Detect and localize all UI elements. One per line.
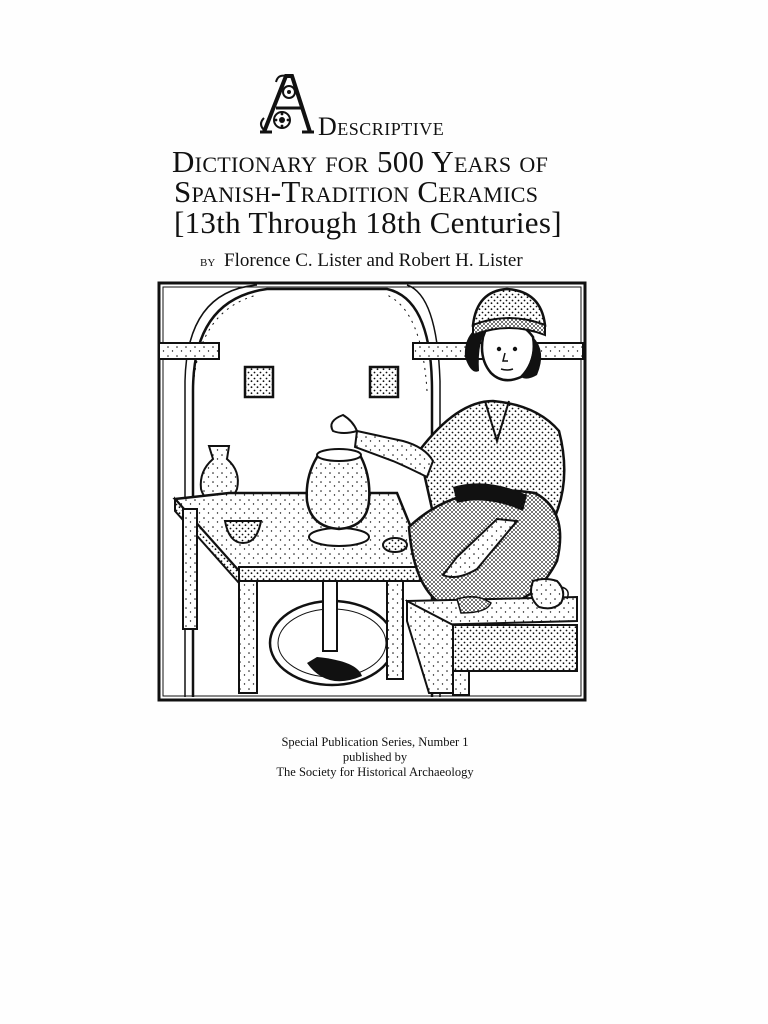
title-line-1 bbox=[160, 70, 610, 141]
byline-authors: Florence C. Lister and Robert H. Lister bbox=[224, 250, 523, 271]
publisher-line: The Society for Historical Archaeology bbox=[276, 765, 474, 779]
title-line-4: [13th Through 18th Centuries] bbox=[174, 205, 562, 240]
book-title bbox=[160, 70, 610, 240]
published-by-line: published by bbox=[342, 750, 408, 764]
decorated-initial-a-icon bbox=[258, 72, 316, 136]
series-line: Special Publication Series, Number 1 bbox=[281, 735, 469, 749]
title-line-1-text: Descriptive bbox=[318, 112, 445, 141]
publication-imprint bbox=[240, 735, 510, 780]
byline bbox=[200, 250, 523, 272]
potter-woodcut-illustration bbox=[157, 281, 587, 702]
title-line-3: Spanish-Tradition Ceramics bbox=[174, 174, 539, 209]
title-line-2: Dictionary for 500 Years of bbox=[172, 144, 549, 179]
byline-prefix: by bbox=[200, 254, 216, 270]
